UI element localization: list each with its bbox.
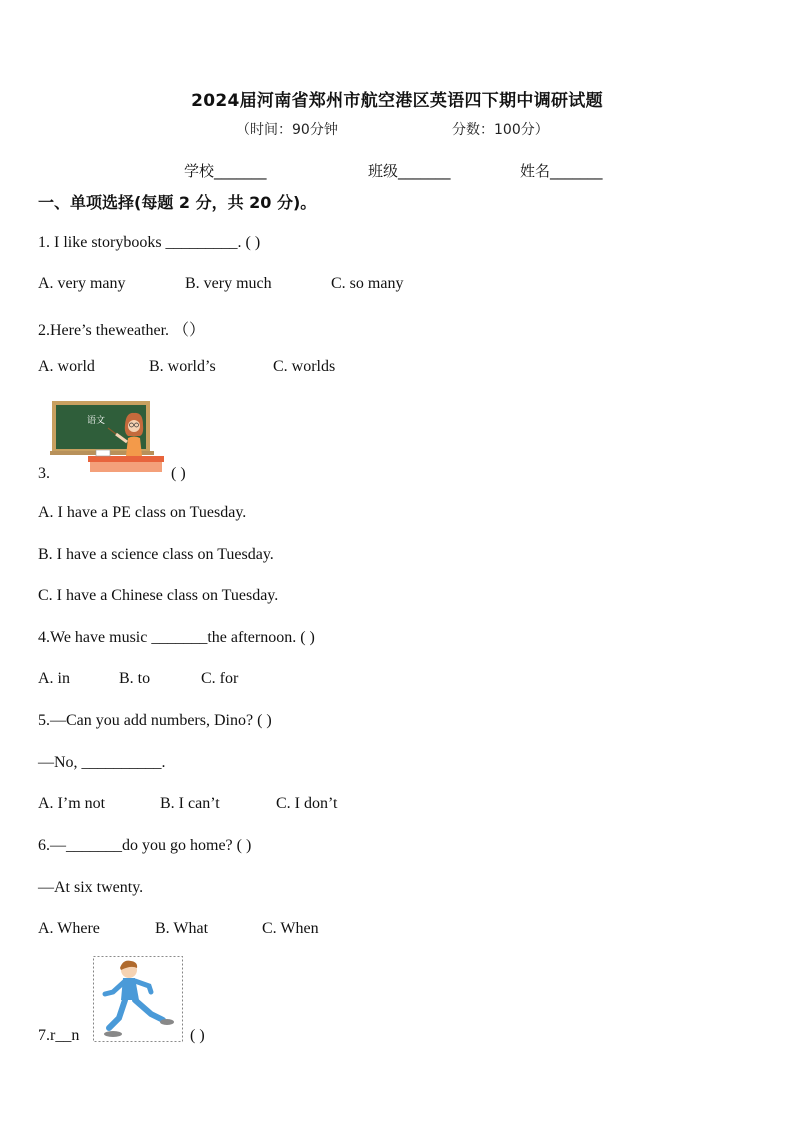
name-field: 姓名_______	[520, 162, 603, 180]
boy-shoe-right	[160, 1019, 174, 1025]
q4-stem: 4.We have music _______the afternoon. ( )	[38, 629, 315, 646]
q7-word: 7.r__n	[38, 1027, 80, 1044]
q6-option-b: B. What	[155, 920, 209, 937]
books-on-desk	[96, 450, 110, 456]
q4-option-c: C. for	[201, 670, 239, 687]
q1-stem: 1. I like storybooks _________. ( )	[38, 234, 261, 251]
q4-option-b: B. to	[119, 670, 151, 687]
page-title: 2024届河南省郑州市航空港区英语四下期中调研试题	[191, 91, 603, 111]
q2-option-a: A. world	[38, 358, 95, 375]
q1-option-a: A. very many	[38, 275, 126, 292]
q3-option-b: B. I have a science class on Tuesday.	[38, 546, 274, 563]
q6-stem: 6.—_______do you go home? ( )	[38, 837, 252, 854]
boy-shoe-left	[104, 1031, 122, 1037]
running-boy-image	[93, 956, 183, 1042]
q5-option-b: B. I can’t	[160, 795, 220, 812]
q2-option-c: C. worlds	[273, 358, 336, 375]
teacher-blackboard-image	[50, 398, 168, 476]
exam-score: 分数：100分）	[452, 122, 549, 138]
q1-option-b: B. very much	[185, 275, 272, 292]
q3-number: 3.	[38, 465, 50, 482]
q6-option-a: A. Where	[38, 920, 100, 937]
q5-answer-line: —No, __________.	[38, 754, 166, 771]
q3-option-c: C. I have a Chinese class on Tuesday.	[38, 587, 279, 604]
q2-stem: 2.Here’s theweather. （）	[38, 322, 206, 339]
q3-option-a: A. I have a PE class on Tuesday.	[38, 504, 247, 521]
q2-option-b: B. world’s	[149, 358, 216, 375]
teacher-shirt	[126, 437, 142, 457]
blackboard-text: 语文	[86, 416, 106, 426]
desk-top	[88, 456, 164, 462]
q4-option-a: A. in	[38, 670, 70, 687]
q5-option-a: A. I’m not	[38, 795, 106, 812]
q3-paren: ( )	[171, 465, 186, 482]
q6-option-c: C. When	[262, 920, 319, 937]
q5-stem: 5.—Can you add numbers, Dino? ( )	[38, 712, 272, 729]
class-field: 班级_______	[368, 162, 451, 180]
q7-paren: ( )	[190, 1027, 205, 1044]
school-field: 学校_______	[184, 162, 267, 180]
desk-front	[90, 462, 162, 472]
q5-option-c: C. I don’t	[276, 795, 338, 812]
q6-answer-line: —At six twenty.	[38, 879, 144, 896]
q1-option-c: C. so many	[331, 275, 404, 292]
section-title: 一、单项选择(每题 2 分，共 20 分)。	[38, 193, 317, 212]
exam-time: （时间：90分钟	[236, 122, 338, 138]
